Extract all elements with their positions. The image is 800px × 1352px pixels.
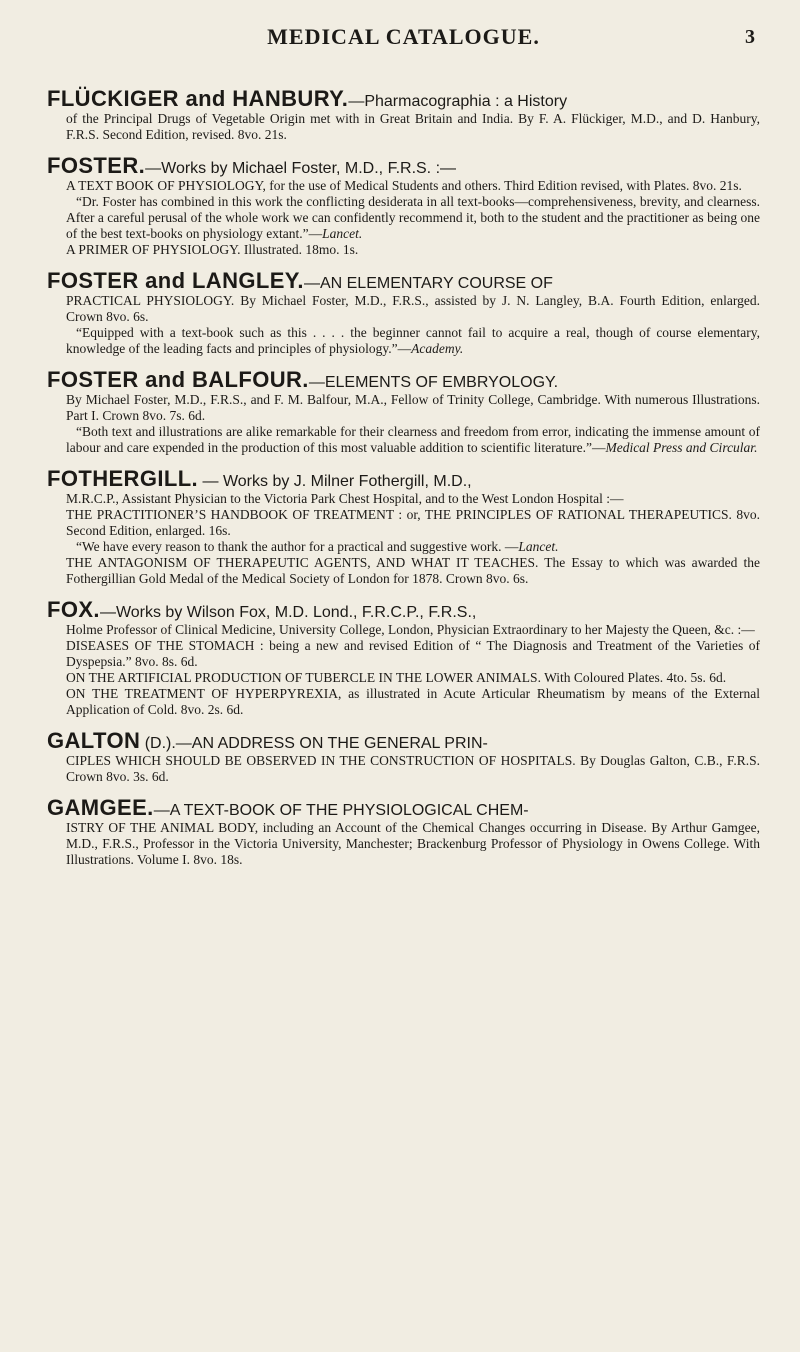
book-title: THE PRACTITIONER’S HANDBOOK OF TREATMENT : or, THE PRINCIPLES OF RATIONAL THERAPEUTICS. 8vo. Second Edition, enlarged. 16s. <box>66 507 760 538</box>
entry-description: of the Principal Drugs of Vegetable Origin met with in Great Britain and India. By F. A. Flückiger, M.D., and D. Hanbury, F.R.S. Second Edition, revised. 8vo. 21s. <box>66 111 760 142</box>
entry-headword: FOSTER. <box>47 153 146 178</box>
entry-headword: FOTHERGILL. <box>47 466 199 491</box>
entry-lead-text: —ELEMENTS OF EMBRYOLOGY. <box>308 374 559 391</box>
entry-lead <box>47 728 760 753</box>
book-title: ON THE TREATMENT OF HYPERPYREXIA, as illustrated in Acute Articular Rheumatism by means of the External Application of Cold. 8vo. 2s. 6d. <box>66 686 760 717</box>
entry-lead-text: (D.).—AN ADDRESS ON THE GENERAL PRIN- <box>140 735 488 752</box>
entry-lead <box>47 466 760 491</box>
entry-galton <box>47 728 760 785</box>
entry-foster-langley <box>47 268 760 357</box>
book-title: DISEASES OF THE STOMACH : being a new and revised Edition of “ The Diagnosis and Treatment of the Varieties of Dyspepsia.” 8vo. 8s. 6d. <box>66 638 760 669</box>
entry-lead-text: —Works by Wilson Fox, M.D. Lond., F.R.C.P., F.R.S., <box>99 604 477 621</box>
entry-description: M.R.C.P., Assistant Physician to the Victoria Park Chest Hospital, and to the West London Hospital :— <box>66 491 624 506</box>
review-quote <box>47 424 760 456</box>
review-quote-text: “Equipped with a text-book such as this . . . . the beginner cannot fail to acquire a real, though of course elementary, knowledge of the leading facts and principles of physiology.”— <box>66 325 760 356</box>
entry-lead <box>47 367 760 392</box>
entry-headword: GALTON <box>47 728 141 753</box>
entry-description: CIPLES WHICH SHOULD BE OBSERVED IN THE CONSTRUCTION OF HOSPITALS. By Douglas Galton, C.B., F.R.S. Crown 8vo. 3s. 6d. <box>66 753 760 784</box>
book-title: THE ANTAGONISM OF THERAPEUTIC AGENTS, AND WHAT IT TEACHES. The Essay to which was awarded the Fothergillian Gold Medal of the Medical Society of London for 1878. Crown 8vo. 6s. <box>66 555 760 586</box>
entry-lead-text: —Pharmacographia : a History <box>348 93 568 110</box>
entry-lead <box>47 268 760 293</box>
review-source: Lancet. <box>518 539 559 554</box>
book-title: A PRIMER OF PHYSIOLOGY. Illustrated. 18mo. 1s. <box>66 242 359 257</box>
entry-fothergill <box>47 466 760 587</box>
entry-lead-text: —A TEXT-BOOK OF THE PHYSIOLOGICAL CHEM- <box>153 802 529 819</box>
entry-foster-balfour <box>47 367 760 456</box>
entry-lead-text: — Works by J. Milner Fothergill, M.D., <box>198 473 472 490</box>
review-quote <box>47 194 760 242</box>
review-quote-text: “Both text and illustrations are alike remarkable for their clearness and freedom from error, indicating the immense amount of labour and care expended in the production of this most valuable addition to scientific literature.”— <box>66 424 760 455</box>
review-quote <box>47 325 760 357</box>
entry-description: Holme Professor of Clinical Medicine, University College, London, Physician Extraordinary to her Majesty the Queen, &c. :— <box>66 622 755 637</box>
entry-headword: FOSTER and BALFOUR. <box>47 367 309 392</box>
entry-description: PRACTICAL PHYSIOLOGY. By Michael Foster, M.D., F.R.S., assisted by J. N. Langley, B.A. Fourth Edition, enlarged. Crown 8vo. 6s. <box>66 293 760 324</box>
entry-gamgee <box>47 795 760 868</box>
entry-headword: GAMGEE. <box>47 795 154 820</box>
entry-foster <box>47 153 760 258</box>
entry-lead-text: —AN ELEMENTARY COURSE OF <box>303 275 553 292</box>
entry-lead <box>47 597 760 622</box>
entry-description: By Michael Foster, M.D., F.R.S., and F. M. Balfour, M.A., Fellow of Trinity College, Cambridge. With numerous Illustrations. Part I. Crown 8vo. 7s. 6d. <box>66 392 760 423</box>
entry-headword: FOSTER and LANGLEY. <box>47 268 304 293</box>
review-source: Lancet. <box>322 226 363 241</box>
entry-headword: FOX. <box>47 597 100 622</box>
review-quote-text: “We have every reason to thank the author for a practical and suggestive work. — <box>76 539 519 554</box>
review-source: Medical Press and Circular. <box>605 440 758 455</box>
entry-lead <box>47 153 760 178</box>
running-header <box>47 22 760 52</box>
entry-lead <box>47 86 760 111</box>
review-quote-text: “Dr. Foster has combined in this work the conflicting desiderata in all text-books—comprehensiveness, brevity, and clearness. After a careful perusal of the whole work we can confidently recommend it, both to the student and the practitioner as being one of the best text-books on physiology extant.”— <box>66 194 760 241</box>
header-title: MEDICAL CATALOGUE. <box>267 24 540 49</box>
review-source: Academy. <box>411 341 464 356</box>
page-number: 3 <box>745 26 756 48</box>
entry-fox <box>47 597 760 718</box>
entry-lead-text: —Works by Michael Foster, M.D., F.R.S. :— <box>145 160 457 177</box>
entry-headword: FLÜCKIGER and HANBURY. <box>47 86 349 111</box>
entry-fluckiger-hanbury <box>47 86 760 143</box>
book-title: A TEXT BOOK OF PHYSIOLOGY, for the use of Medical Students and others. Third Edition revised, with Plates. 8vo. 21s. <box>66 178 742 193</box>
book-title: ON THE ARTIFICIAL PRODUCTION OF TUBERCLE IN THE LOWER ANIMALS. With Coloured Plates. 4to. 5s. 6d. <box>66 670 727 685</box>
entry-lead <box>47 795 760 820</box>
entry-description: ISTRY OF THE ANIMAL BODY, including an Account of the Chemical Changes occurring in Disease. By Arthur Gamgee, M.D., F.R.S., Professor in the Victoria University, Manchester; Brackenburg Professor of Physiology in Owens College. With Illustrations. Volume I. 8vo. 18s. <box>66 820 760 867</box>
review-quote <box>47 539 760 555</box>
